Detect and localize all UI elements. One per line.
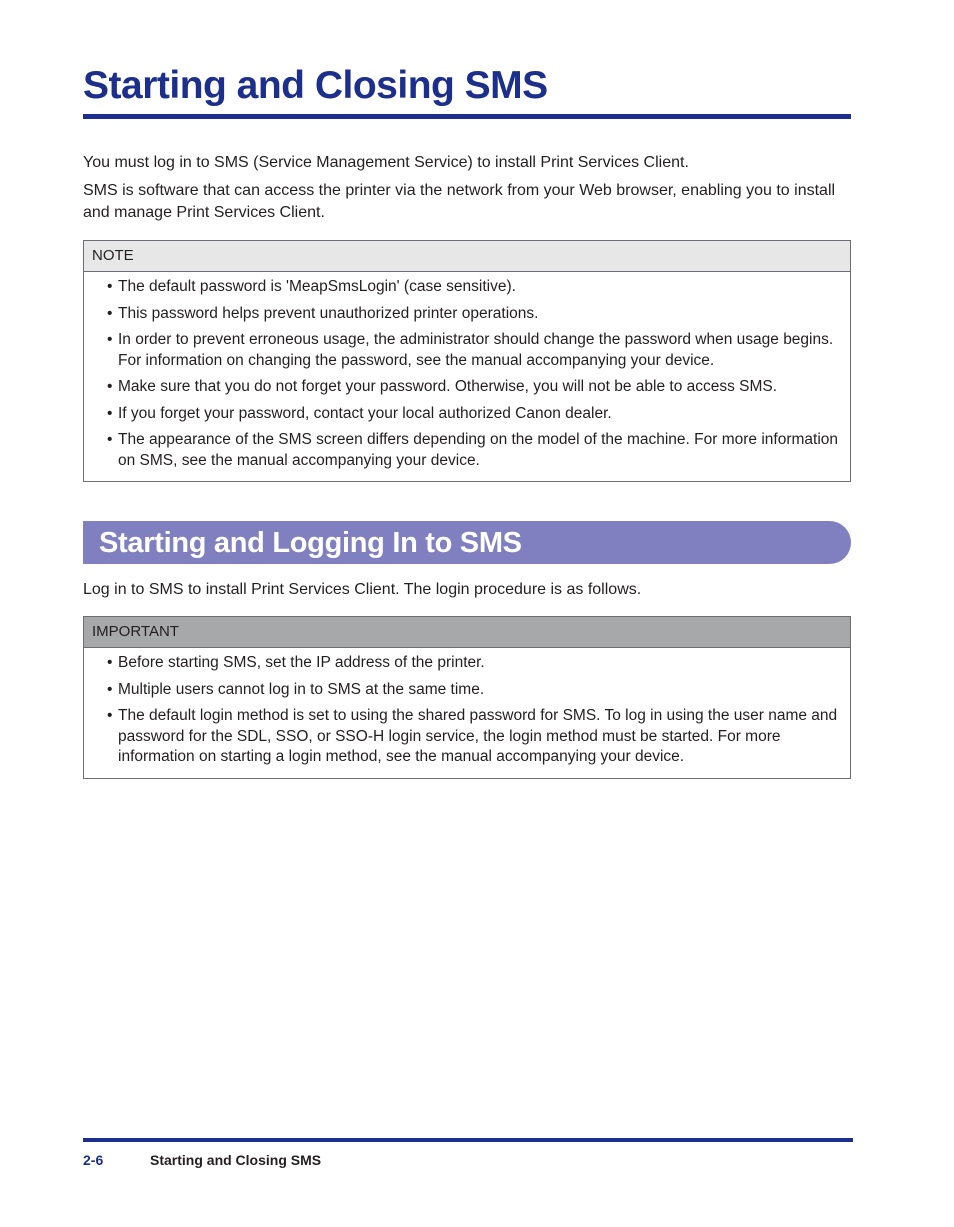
important-label: IMPORTANT [84,617,850,648]
note-list [84,272,850,481]
intro-text [83,152,853,230]
important-box [83,616,851,779]
title-rule [83,114,851,119]
note-label: NOTE [84,241,850,272]
section-heading-bar [83,521,851,564]
note-box [83,240,851,482]
footer-chapter-title: Starting and Closing SMS [150,1152,322,1168]
note-item: • If you forget your password, contact your local authorized Canon dealer. [107,404,842,425]
note-item: • The default password is 'MeapSmsLogin' (case sensitive). [107,277,842,298]
section-title: Starting and Logging In to SMS [99,527,522,559]
important-item: • Multiple users cannot log in to SMS at the same time. [107,680,842,701]
note-item: • In order to prevent erroneous usage, the administrator should change the password when usage begins. For information on changing the password, see the manual accompanying your device. [107,330,842,371]
note-item: • This password helps prevent unauthorized printer operations. [107,304,842,325]
important-item: • Before starting SMS, set the IP address of the printer. [107,653,842,674]
intro-paragraph-1: You must log in to SMS (Service Management Service) to install Print Services Client. [83,154,689,171]
important-item: • The default login method is set to using the shared password for SMS. To log in using the user name and password for the SDL, SSO, or SSO-H login service, the login method must be started. For more information on starting a login method, see the manual accompanying your device. [107,706,842,768]
note-item: • The appearance of the SMS screen differs depending on the model of the machine. For more information on SMS, see the manual accompanying your device. [107,430,842,471]
note-item: • Make sure that you do not forget your password. Otherwise, you will not be able to access SMS. [107,377,842,398]
intro-paragraph-2: SMS is software that can access the printer via the network from your Web browser, enabling you to install and manage Print Services Client. [83,182,836,221]
important-list [84,648,850,778]
section-intro: Log in to SMS to install Print Services Client. The login procedure is as follows. [83,581,642,598]
footer-page-number: 2-6 [83,1152,104,1168]
page-title: Starting and Closing SMS [83,64,548,107]
footer-rule [83,1138,853,1142]
